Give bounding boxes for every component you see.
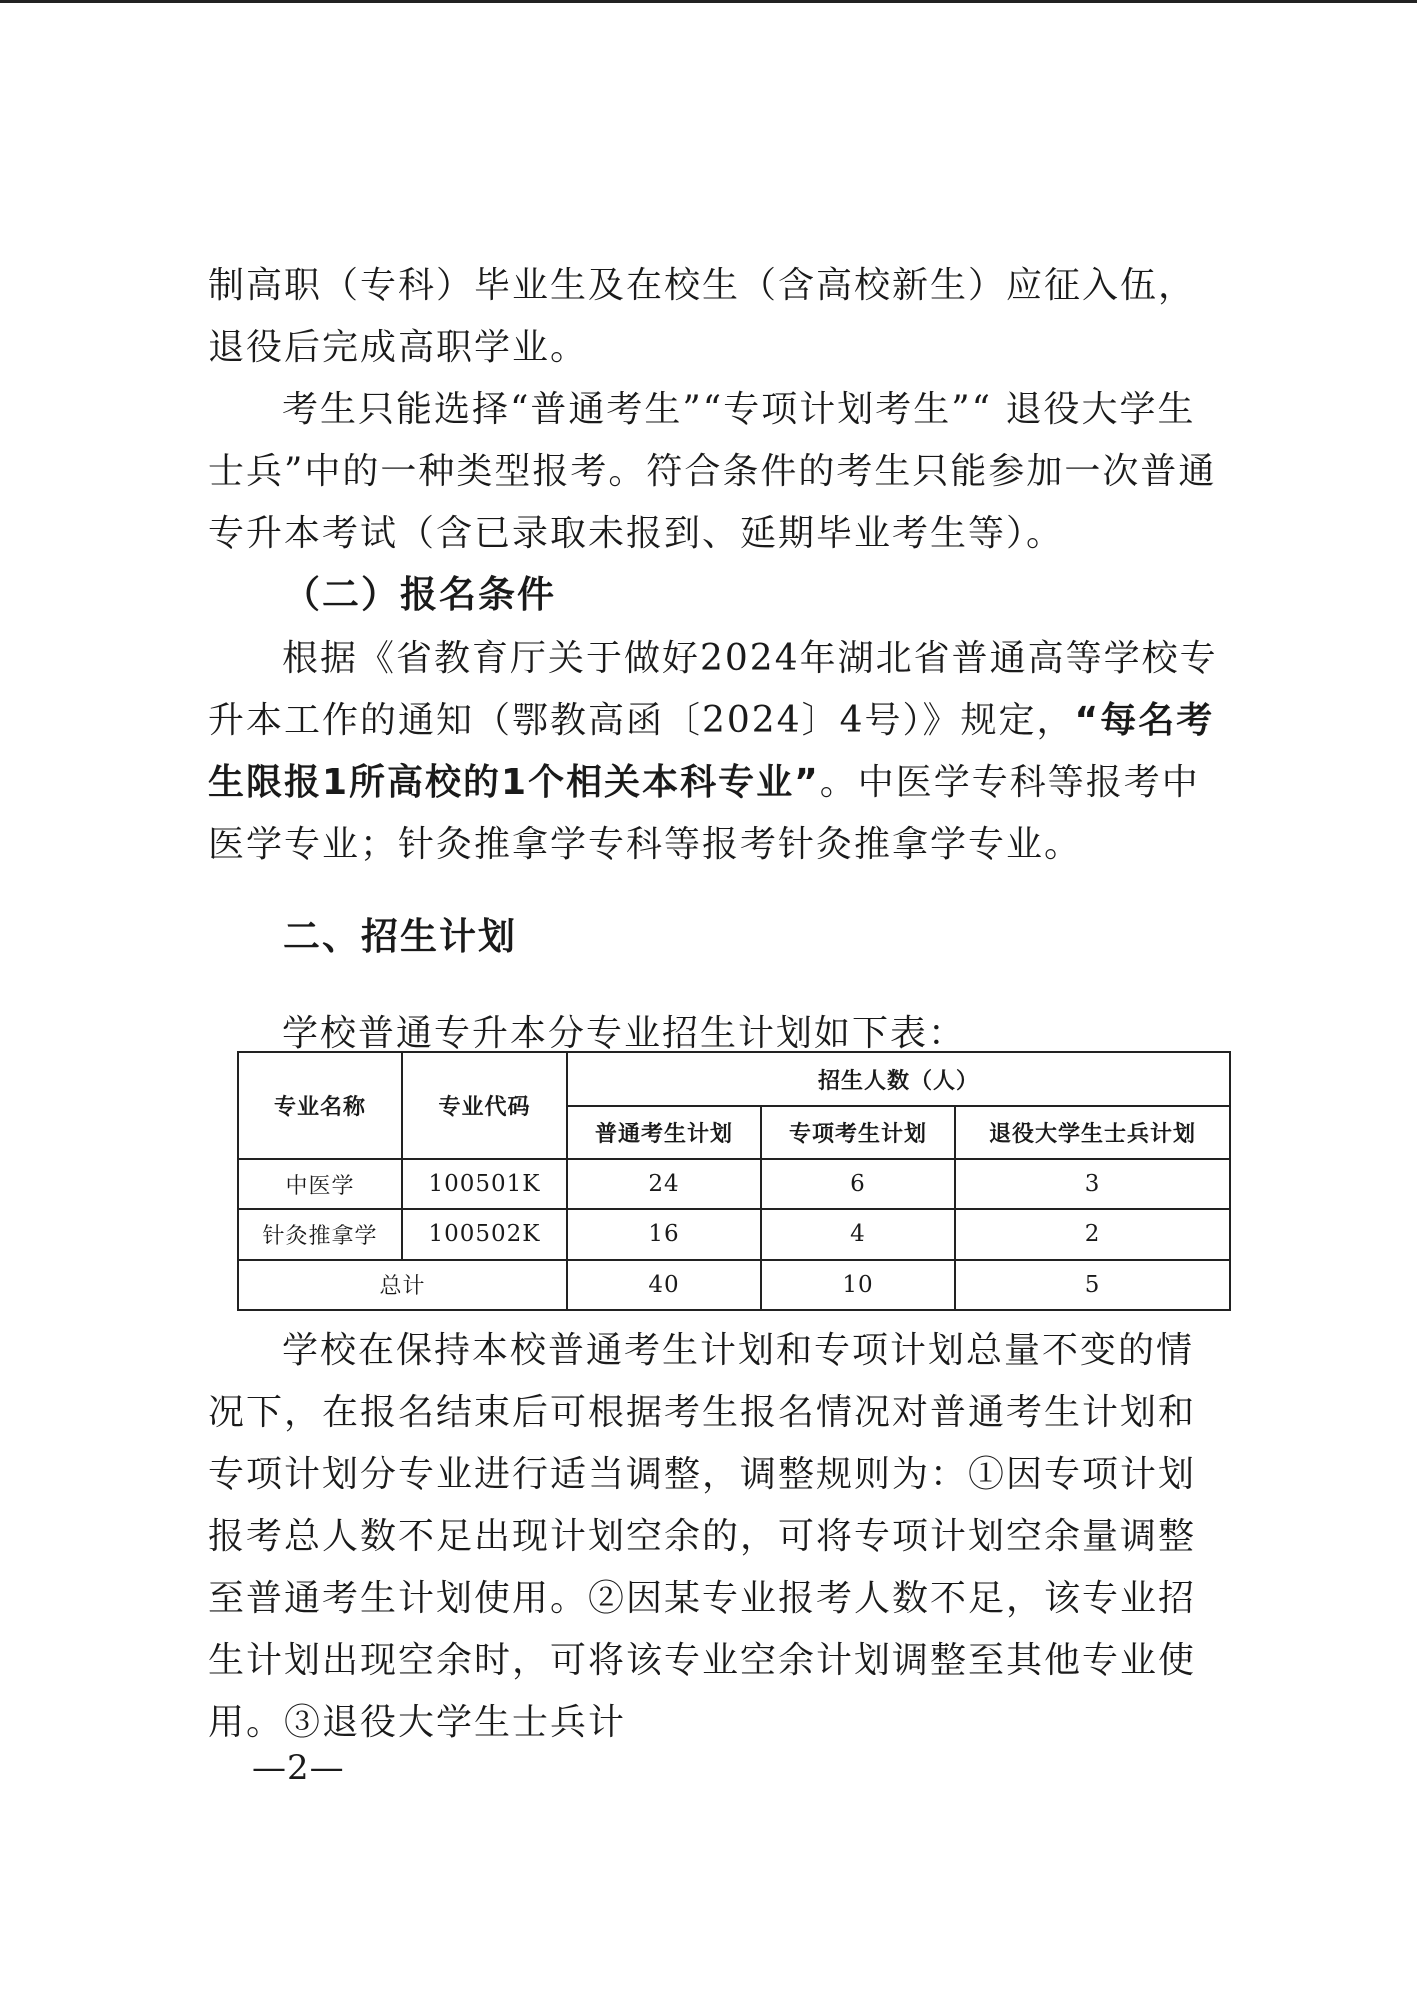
cell-veteran: 3 bbox=[955, 1159, 1230, 1209]
header-enrollment-count: 招生人数（人） bbox=[567, 1052, 1230, 1106]
table-header-row bbox=[238, 1052, 1230, 1106]
cell-major-code: 100502K bbox=[402, 1209, 567, 1259]
rules-text-before: 根据《省教育厅关于做好2024年湖北省普通高等学校专升本工作的通知（鄂教高函〔2024〕4号）》规定， bbox=[208, 638, 1218, 741]
top-border-line bbox=[0, 0, 1417, 3]
cell-total-ordinary: 40 bbox=[567, 1260, 761, 1310]
cell-special: 4 bbox=[761, 1209, 955, 1259]
cell-total-label: 总计 bbox=[238, 1260, 567, 1310]
cell-veteran: 2 bbox=[955, 1209, 1230, 1259]
cell-total-special: 10 bbox=[761, 1260, 955, 1310]
cell-total-veteran: 5 bbox=[955, 1260, 1230, 1310]
page-number: —2— bbox=[252, 1748, 345, 1788]
paragraph-exam-types: 考生只能选择“普通考生”“专项计划考生”“ 退役大学生士兵”中的一种类型报考。符合条件的考生只能参加一次普通专升本考试（含已录取未报到、延期毕业考生等）。 bbox=[208, 389, 1217, 554]
cell-major-name: 针灸推拿学 bbox=[238, 1209, 402, 1259]
cell-ordinary: 24 bbox=[567, 1159, 761, 1209]
header-major-name: 专业名称 bbox=[238, 1052, 402, 1159]
cell-ordinary: 16 bbox=[567, 1209, 761, 1259]
subheading-registration-conditions: （二）报名条件 bbox=[283, 573, 556, 616]
header-major-code: 专业代码 bbox=[402, 1052, 567, 1159]
table-intro: 学校普通专升本分专业招生计划如下表： bbox=[282, 1013, 967, 1054]
cell-major-name: 中医学 bbox=[238, 1159, 402, 1209]
enrollment-plan-table bbox=[237, 1051, 1231, 1311]
table-total-row bbox=[238, 1260, 1230, 1310]
paragraph-adjustment-rules: 学校在保持本校普通考生计划和专项计划总量不变的情况下，在报名结束后可根据考生报名情况对普通考生计划和专项计划分专业进行适当调整，调整规则为：①因专项计划报考总人数不足出现计划空余的，可将专项计划空余量调整至普通考生计划使用。②因某专业报考人数不足，该专业招生计划出现空余时，可将该专业空余计划调整至其他专业使用。③退役大学生士兵计 bbox=[208, 1330, 1197, 1743]
cell-special: 6 bbox=[761, 1159, 955, 1209]
section-heading-enrollment-plan: 二、招生计划 bbox=[283, 915, 517, 958]
paragraph-registration-rules bbox=[208, 628, 1220, 876]
rules-text-after: 。中医学专科等报考中医学专业；针灸推拿学专科等报考针灸推拿学专业。 bbox=[208, 762, 1200, 865]
rules-text-bold: “每名考生限报1所高校的1个相关本科专业” bbox=[208, 700, 1215, 803]
paragraph-enlistment: 制高职（专科）毕业生及在校生（含高校新生）应征入伍，退役后完成高职学业。 bbox=[208, 265, 1197, 368]
header-special-plan: 专项考生计划 bbox=[761, 1106, 955, 1158]
table-row bbox=[238, 1209, 1230, 1259]
table-row bbox=[238, 1159, 1230, 1209]
header-ordinary-plan: 普通考生计划 bbox=[567, 1106, 761, 1158]
header-veteran-plan: 退役大学生士兵计划 bbox=[955, 1106, 1230, 1158]
cell-major-code: 100501K bbox=[402, 1159, 567, 1209]
